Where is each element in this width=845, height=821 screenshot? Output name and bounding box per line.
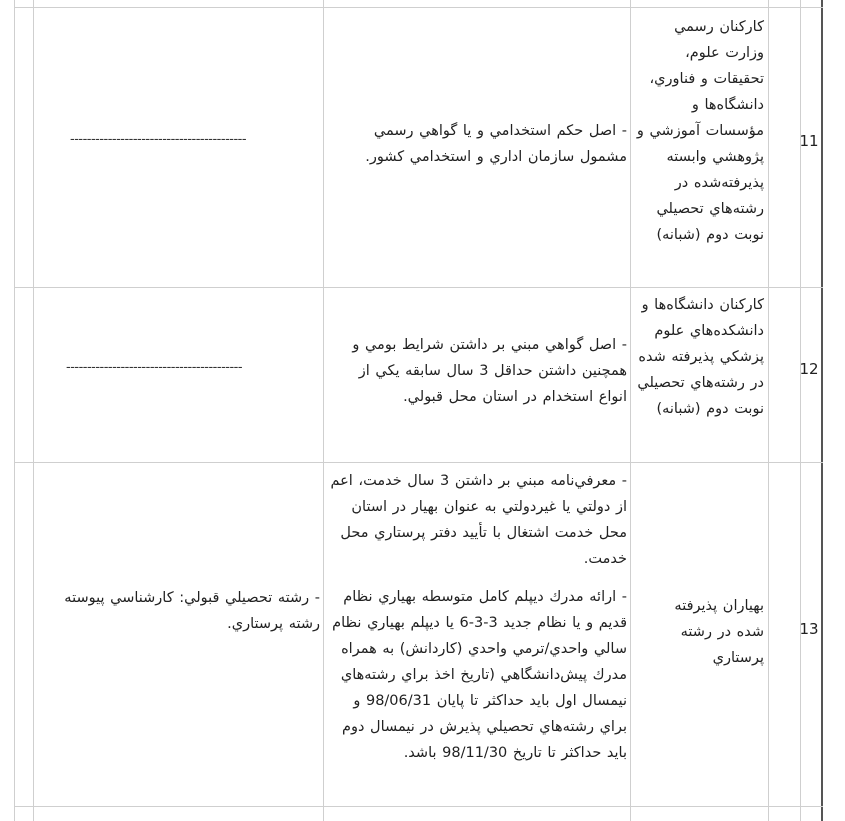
column-divider — [33, 0, 34, 821]
documents-cell — [330, 332, 627, 410]
conditions-cell: ------------------------------------------ — [66, 360, 243, 375]
conditions-cell: ------------------------------------------ — [70, 132, 247, 147]
document-requirement: - اصل گواهي مبني بر داشتن شرايط بومي و همچنين داشتن حداقل 3 سال سابقه يكي از انواع استخدام در استان محل قبولي. — [352, 337, 627, 405]
group-cell: كاركنان رسمي وزارت علوم، تحقيقات و فناوري، دانشگاه‌ها و مؤسسات آموزشي و پژوهشي وابسته پذيرفته‌شده در رشته‌هاي تحصيلي نوبت دوم (شبانه) — [636, 19, 764, 243]
document-requirement: - ارائه مدرك ديپلم كامل متوسطه بهياري نظام قديم و يا نظام جديد 3-3-6 يا ديپلم بهياري نظام سالي واحدي/ترمي واحدي (كاردانش) به همراه مدرك پيش‌دانشگاهي (تاريخ اخذ براي رشته‌هاي نيمسال اول بايد حداكثر تا پايان 98/06/31 و براي رشته‌هاي تحصيلي پذيرش در نيمسال دوم بايد حداكثر تا تاريخ 98/11/30 باشد. — [332, 589, 627, 761]
group-cell: بهياران پذيرفته شده در رشته پرستاري — [674, 598, 764, 666]
row-number: 13 — [799, 620, 819, 638]
document-requirement: - معرفي‌نامه مبني بر داشتن 3 سال خدمت، اعم از دولتي يا غيردولتي به عنوان بهيار در استان محل خدمت اشتغال با تأييد دفتر پرستاري محل خدمت. — [330, 473, 627, 567]
group-cell: كاركنان دانشگاه‌ها و دانشكده‌هاي علوم پزشكي پذيرفته شده در رشته‌هاي تحصيلي نوبت دوم (شبانه) — [637, 297, 764, 417]
row-number: 11 — [799, 132, 819, 150]
row-divider — [14, 806, 823, 807]
row-number: 12 — [799, 360, 819, 378]
row-divider — [14, 462, 823, 463]
column-divider — [800, 0, 801, 821]
column-divider — [323, 0, 324, 821]
documents-cell — [330, 118, 627, 170]
row-divider — [14, 7, 823, 8]
document-requirement: - اصل حكم استخدامي و يا گواهي رسمي مشمول سازمان اداري و استخدامي كشور. — [365, 123, 627, 165]
column-divider — [768, 0, 769, 821]
row-divider — [14, 287, 823, 288]
table-border-right — [821, 0, 823, 821]
table-border-left — [14, 0, 15, 821]
documents-cell — [330, 468, 627, 766]
conditions-cell: - رشته تحصيلي قبولي: كارشناسي پيوسته رشته پرستاري. — [64, 590, 320, 632]
column-divider — [630, 0, 631, 821]
